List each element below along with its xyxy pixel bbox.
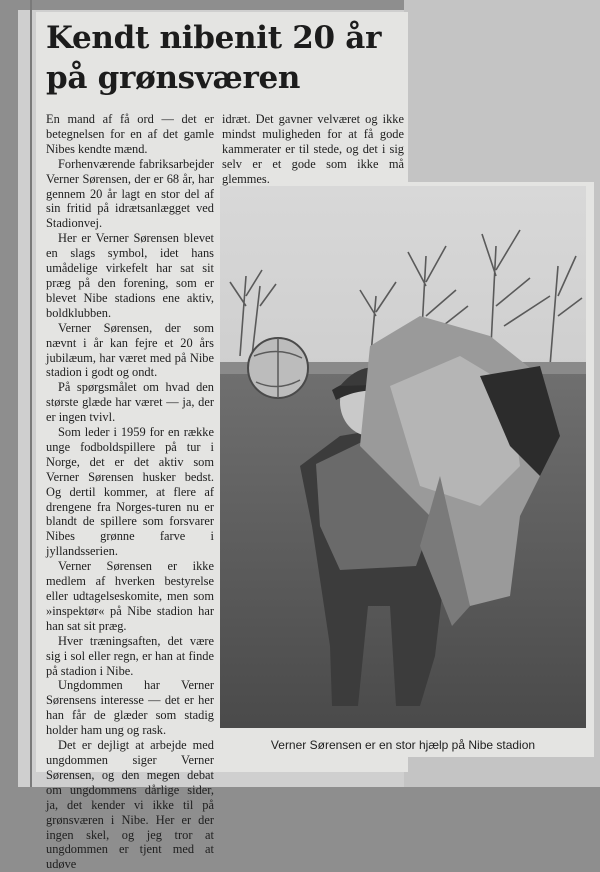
paragraph: Verner Sørensen, der som nævnt i år kan fejre et 20 års jubilæum, har været med på Nibe stadion i godt og ondt. [46,320,214,380]
paragraph: Forhenværende fabriksarbejder Verner Sørensen, der er 68 år, har gennem 20 år lagt en stor del af sin fritid på idrætsanlægget ved Stadionvej. [46,156,214,231]
paragraph: Som leder i 1959 for en række unge fodboldspillere på tur i Norge, det er det aktiv som Verner Sørensen husker bedst. Og dertil kommer, at flere af drengene fra Norges-turen nu er blandt de spillere som forsvarer Nibes grønne farve i jyllandsserien. [46,425,214,559]
paragraph: Her er Verner Sørensen blevet en slags symbol, idet hans umådelige virkefelt har sat sit præg på den forening, som er blevet Nibe stadions ene aktiv, boldklubben. [46,231,214,320]
page-fold [30,0,32,787]
paragraph: Det er dejligt at arbejde med ungdommen siger Verner Sørensen, og den megen debat om ungdommens dårlige sider, ja, det kender vi ikke til på grønsværen i Nibe. Her er der ingen skel, og jeg tror at ungdommen er tjent med at udøve [46,738,214,872]
paragraph: Hver træningsaften, det være sig i sol eller regn, er han at finde på stadion i Nibe. [46,633,214,678]
photo [220,186,586,728]
paragraph: Verner Sørensen er ikke medlem af hverken bestyrelse eller udtagelseskomite, men som »inspektør« på Nibe stadion har han sat sit præg. [46,559,214,633]
paragraph: idræt. Det gavner velværet og ikke mindst muligheden for at få gode kammerater er til stede, og det i sig selv er et gode som ikke må glemmes. [222,112,404,186]
paragraph: På spørgsmålet om hvad den største glæde har været — ja, der er ingen tvivl. [46,380,214,425]
football-icon [248,338,308,398]
photo-caption: Verner Sørensen er en stor hjælp på Nibe stadion [270,738,536,752]
paragraph: En mand af få ord — det er betegnelsen for en af det gamle Nibes kendte mænd. [46,112,214,156]
paragraph: Ungdommen har Verner Sørensens interesse — det er her han får de glæder som stadig holder ham ung og rask. [46,678,214,738]
headline: Kendt nibenit 20 år på grønsværen [46,20,382,96]
article-column-left [46,112,214,872]
article-column-right [222,112,404,187]
